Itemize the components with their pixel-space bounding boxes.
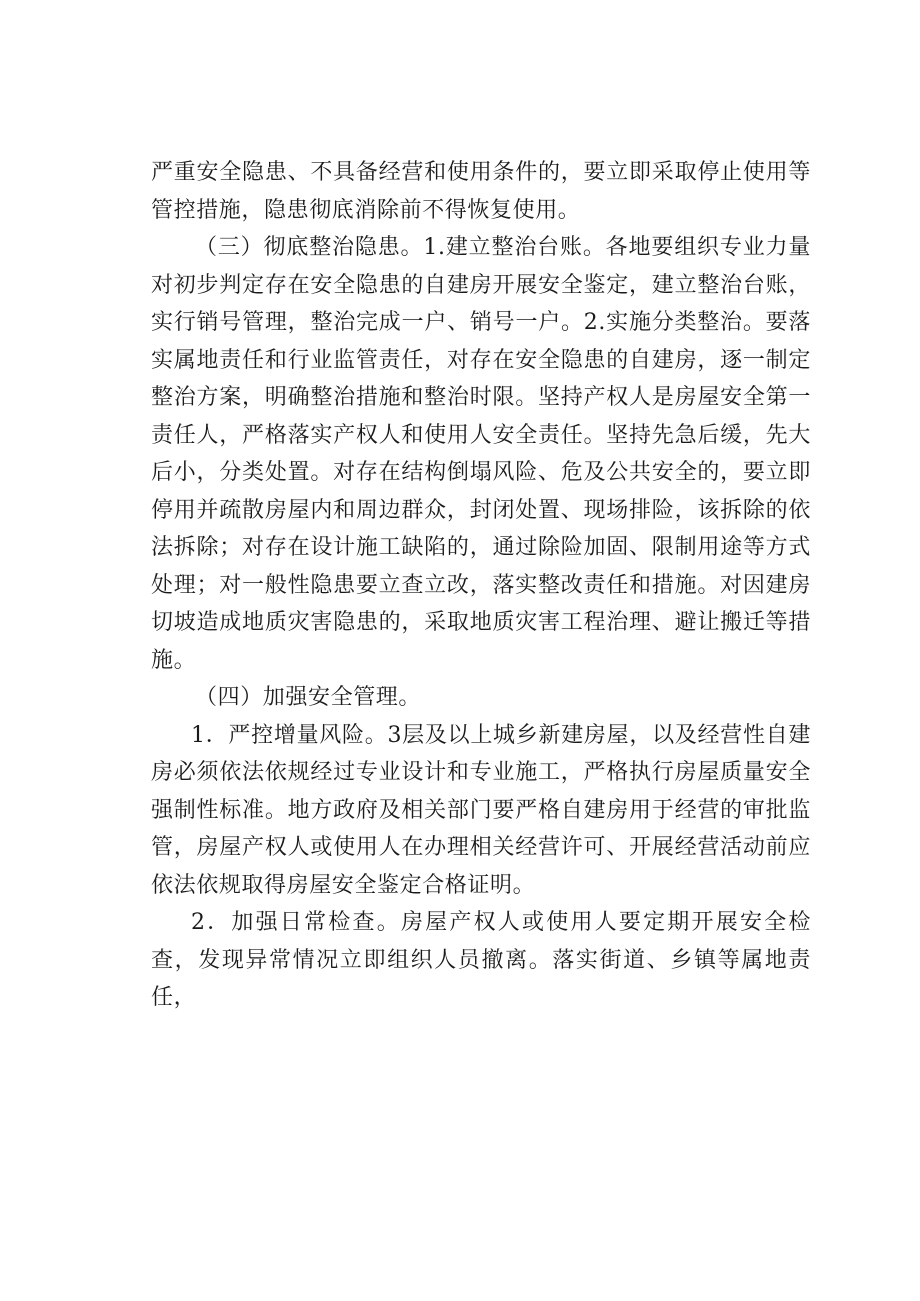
paragraph-section-four-heading: （四）加强安全管理。: [195, 685, 422, 710]
document-body: [151, 154, 811, 1017]
paragraph-continuation: 严重安全隐患、不具备经营和使用条件的，要立即采取停止使用等管控措施，隐患彻底消除前不得恢复使用。: [151, 160, 811, 223]
paragraph-item-two: 2．加强日常检查。房屋产权人或使用人要定期开展安全检查，发现异常情况立即组织人员撤离。落实街道、乡镇等属地责任，: [151, 910, 811, 1010]
paragraph-section-three: （三）彻底整治隐患。1.建立整治台账。各地要组织专业力量对初步判定存在安全隐患的自建房开展安全鉴定，建立整治台账，实行销号管理，整治完成一户、销号一户。2.实施分类整治。要落实属地责任和行业监管责任，对存在安全隐患的自建房，逐一制定整治方案，明确整治措施和整治时限。坚持产权人是房屋安全第一责任人，严格落实产权人和使用人安全责任。坚持先急后缓，先大后小，分类处置。对存在结构倒塌风险、危及公共安全的，要立即停用并疏散房屋内和周边群众，封闭处置、现场排险，该拆除的依法拆除；对存在设计施工缺陷的，通过除险加固、限制用途等方式处理；对一般性隐患要立查立改，落实整改责任和措施。对因建房切坡造成地质灾害隐患的，采取地质灾害工程治理、避让搬迁等措施。: [151, 235, 811, 673]
paragraph-item-one: 1．严控增量风险。3层及以上城乡新建房屋，以及经营性自建房必须依法依规经过专业设计和专业施工，严格执行房屋质量安全强制性标准。地方政府及相关部门要严格自建房用于经营的审批监管，房屋产权人或使用人在办理相关经营许可、开展经营活动前应依法依规取得房屋安全鉴定合格证明。: [151, 722, 811, 898]
